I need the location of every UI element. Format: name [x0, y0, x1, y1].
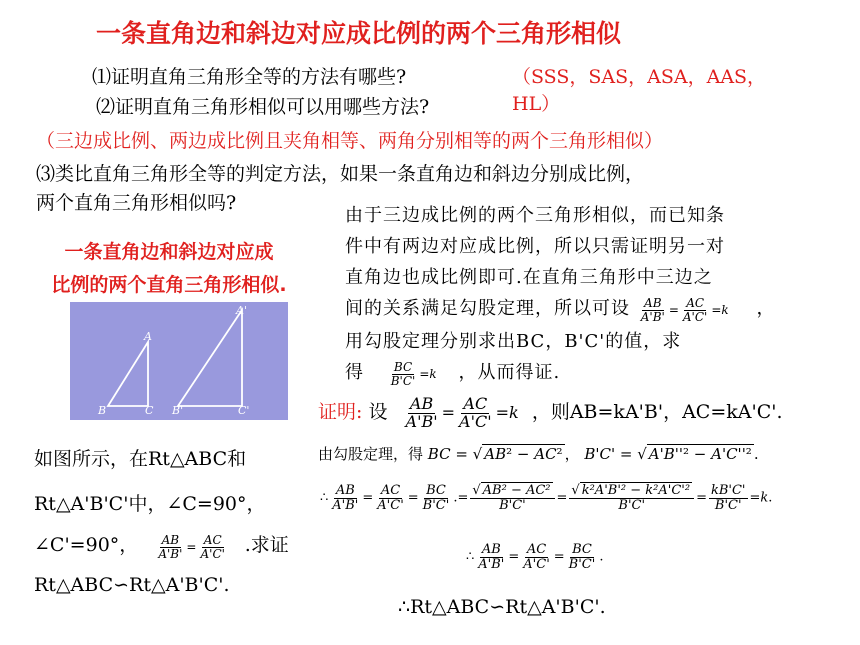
conclusion-text: [14, 236, 324, 302]
hint-paragraph: [345, 200, 776, 390]
question-3-line-2: 两个直角三角形相似吗?: [36, 192, 237, 214]
proof-chain-1: ∴ $\frac{AB}{A'B'}$ = $\frac{AC}{A'C'}$ = $\frac{BC}{B'C'}$ .= $\frac{\text{√ AB² − AC²}}{B'C'}$ = $\frac{\text{√ k²A'B'² − k²A'C'²}}{B'C'}$ = $\frac{kB'C'}{B'C'}$ =k.: [320, 483, 773, 513]
given-ratio: $\frac{AB}{A'B'}$ = $\frac{AC}{A'C'}$: [158, 533, 225, 561]
label-c: C: [145, 404, 154, 417]
question-1-answer: （SSS，SAS，ASA，AAS，: [512, 66, 767, 88]
hint-line-5: 用勾股定理分别求出BC，B'C'的值，求: [345, 331, 682, 352]
proof-pythagoras: 由勾股定理，得 BC = √ AB² − AC² ， B'C' = √ A'B''² − A'C''² .: [318, 445, 759, 463]
proof-chain-2: ∴ $\frac{AB}{A'B'}$ = $\frac{AC}{A'C'}$ = $\frac{BC}{B'C'}$ .: [466, 542, 604, 572]
hint-ratio-formula: $\frac{AB}{A'B'}$ = $\frac{AC}{A'C'}$ =k: [640, 296, 729, 324]
label-b: B: [98, 404, 107, 417]
question-1-answer-cont: HL）: [512, 93, 561, 115]
proof-setup: 证明: 设 $\frac{AB}{A'B'}$ = $\frac{AC}{A'C'}$ =k ，则AB=kA'B'，AC=kA'C'.: [318, 394, 783, 431]
conclusion-line-1: 一条直角边和斜边对应成: [64, 241, 274, 263]
question-3-line-1: ⑶类比直角三角形全等的判定方法，如果一条直角边和斜边分别成比例，: [36, 163, 645, 185]
proof-ratio: $\frac{AB}{A'B'}$ = $\frac{AC}{A'C'}$ =k: [405, 394, 519, 431]
hint-line-6: 得 $\frac{BC}{B'C'}$ =k ，从而得证.: [345, 360, 561, 388]
question-2: ⑵证明直角三角形相似可以用哪些方法?: [96, 96, 430, 118]
problem-line-1: 如图所示，在Rt△ABC和: [34, 448, 247, 470]
label-b-prime: B': [172, 404, 184, 417]
conclusion-line-2: 比例的两个直角三角形相似.: [51, 274, 287, 296]
triangle-a2b2c2: [178, 310, 242, 406]
problem-line-4: Rt△ABC∽Rt△A'B'C'.: [34, 574, 230, 596]
question-2-answer: （三边成比例、两边成比例且夹角相等、两角分别相等的两个三角形相似）: [36, 130, 664, 152]
problem-line-2: Rt△A'B'C'中，∠C=90°，: [34, 493, 266, 515]
label-a: A: [144, 330, 152, 343]
hint-line-2: 件中有两边对应成比例，所以只需证明另一对: [345, 236, 725, 257]
hint-line-1: 由于三边成比例的两个三角形相似，而已知条: [345, 205, 725, 226]
question-1: ⑴证明直角三角形全等的方法有哪些?: [92, 66, 407, 88]
triangle-abc: [108, 342, 148, 406]
problem-line-3: ∠C'=90°， $\frac{AB}{A'B'}$ = $\frac{AC}{A'C'}$ .求证: [34, 533, 289, 561]
proof-conclusion: ∴Rt△ABC∽Rt△A'B'C'.: [398, 596, 606, 618]
triangles-diagram: [70, 302, 288, 420]
label-a-prime: A': [236, 304, 247, 317]
hint-bc-formula: $\frac{BC}{B'C'}$ =k: [390, 360, 437, 388]
hint-line-3: 直角边也成比例即可.在直角三角形中三边之: [345, 267, 713, 288]
proof-label: 证明:: [318, 400, 363, 423]
slide-title: 一条直角边和斜边对应成比例的两个三角形相似: [96, 19, 622, 48]
hint-line-4: 间的关系满足勾股定理，所以可设 $\frac{AB}{A'B'}$ = $\frac{AC}{A'C'}$ =k ，: [345, 296, 776, 324]
triangle-figure: [70, 302, 288, 420]
label-c-prime: C': [238, 404, 250, 417]
